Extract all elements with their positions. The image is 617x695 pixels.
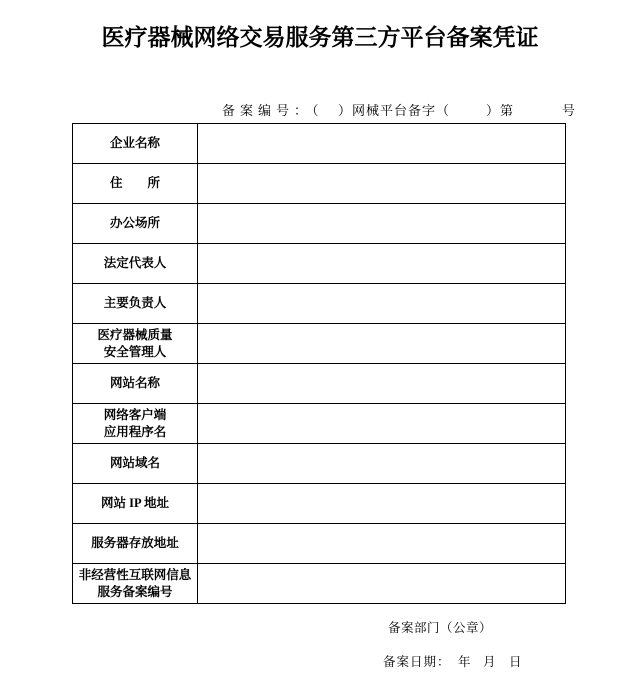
table-row <box>73 204 566 244</box>
record-date-label: 备案日期： <box>383 655 451 669</box>
table-row <box>73 364 566 404</box>
legal-representative-value <box>198 244 566 284</box>
server-location-value <box>198 524 566 564</box>
icp-record-number-label: 非经营性互联网信息 服务备案编号 <box>73 564 198 604</box>
enterprise-name-label: 企业名称 <box>73 124 198 164</box>
table-row <box>73 444 566 484</box>
table-row <box>73 164 566 204</box>
client-app-name-value <box>198 404 566 444</box>
record-number-platform-code: ）网械平台备字（ <box>338 103 451 118</box>
table-row <box>73 524 566 564</box>
record-department: 备案部门（公章） <box>388 621 493 635</box>
website-name-label: 网站名称 <box>73 364 198 404</box>
office-address-label: 办公场所 <box>73 204 198 244</box>
website-domain-label: 网站域名 <box>73 444 198 484</box>
table-row <box>73 324 566 364</box>
quality-safety-manager-label: 医疗器械质量 安全管理人 <box>73 324 198 364</box>
record-info-table <box>72 123 566 604</box>
enterprise-name-value <box>198 124 566 164</box>
client-app-name-label: 网络客户端 应用程序名 <box>73 404 198 444</box>
table-row <box>73 564 566 604</box>
table-row <box>73 244 566 284</box>
record-date-day: 日 <box>509 655 522 669</box>
record-number-ordinal: ）第 <box>486 103 515 118</box>
quality-safety-manager-value <box>198 324 566 364</box>
domicile-value <box>198 164 566 204</box>
website-name-value <box>198 364 566 404</box>
website-ip-value <box>198 484 566 524</box>
document-title: 医疗器械网络交易服务第三方平台备案凭证 <box>101 25 539 50</box>
record-date-year: 年 <box>458 655 471 669</box>
table-row <box>73 404 566 444</box>
record-date-month: 月 <box>483 655 496 669</box>
principal-label: 主要负责人 <box>73 284 198 324</box>
icp-record-number-value <box>198 564 566 604</box>
office-address-value <box>198 204 566 244</box>
record-number-line <box>0 102 617 120</box>
table-row <box>73 484 566 524</box>
website-domain-value <box>198 444 566 484</box>
principal-value <box>198 284 566 324</box>
table-row <box>73 284 566 324</box>
server-location-label: 服务器存放地址 <box>73 524 198 564</box>
legal-representative-label: 法定代表人 <box>73 244 198 284</box>
record-date <box>0 654 617 670</box>
record-number-suffix: 号 <box>562 103 576 118</box>
domicile-label: 住 所 <box>73 164 198 204</box>
table-row <box>73 124 566 164</box>
website-ip-label: 网站 IP 地址 <box>73 484 198 524</box>
record-number-prefix: 备案编号：（ <box>222 103 324 118</box>
